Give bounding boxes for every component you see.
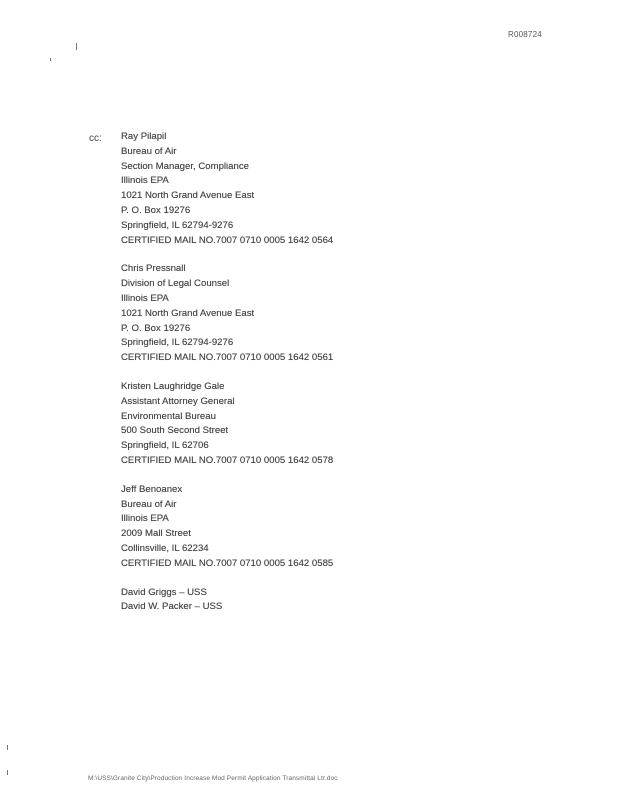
- recipient-line: Assistant Attorney General: [121, 395, 235, 407]
- recipient-line: CERTIFIED MAIL NO.7007 0710 0005 1642 0564: [121, 234, 334, 246]
- recipient-line: CERTIFIED MAIL NO.7007 0710 0005 1642 0561: [121, 352, 334, 364]
- recipient-line: Illinois EPA: [121, 292, 169, 304]
- scan-speck: [50, 58, 51, 61]
- recipient-line: Jeff Benoanex: [121, 483, 183, 495]
- recipient-block: [121, 130, 541, 248]
- recipient-line: CERTIFIED MAIL NO.7007 0710 0005 1642 0585: [121, 557, 334, 569]
- recipient-line: Collinsville, IL 62234: [121, 542, 209, 554]
- recipient-line: Illinois EPA: [121, 175, 169, 187]
- recipient-line: Kristen Laughridge Gale: [121, 380, 225, 392]
- recipient-line: Illinois EPA: [121, 513, 169, 525]
- recipient-line: 1021 North Grand Avenue East: [121, 307, 255, 319]
- recipient-line: David W. Packer – USS: [121, 601, 223, 613]
- recipient-line: P. O. Box 19276: [121, 322, 191, 334]
- recipient-line: CERTIFIED MAIL NO.7007 0710 0005 1642 0578: [121, 454, 334, 466]
- file-path-footer: M:\USS\Granite City\Production Increase Mod Permit Application Transmittal Ltr.doc: [88, 775, 338, 782]
- scan-speck: [7, 745, 8, 750]
- recipient-block: [121, 586, 541, 616]
- recipient-line: Bureau of Air: [121, 498, 177, 510]
- recipient-line: Environmental Bureau: [121, 410, 216, 422]
- recipient-line: Springfield, IL 62794-9276: [121, 219, 234, 231]
- cc-label: cc:: [89, 133, 102, 144]
- recipient-line: Ray Pilapil: [121, 131, 167, 142]
- recipient-block: [121, 380, 541, 469]
- recipient-line: David Griggs – USS: [121, 586, 207, 598]
- recipient-line: 2009 Mall Street: [121, 528, 191, 540]
- bates-number: R008724: [508, 30, 542, 39]
- recipient-line: Bureau of Air: [121, 145, 177, 157]
- recipient-line: 500 South Second Street: [121, 425, 229, 437]
- scan-speck: [7, 770, 8, 775]
- recipient-line: Springfield, IL 62706: [121, 440, 209, 452]
- recipient-line: Section Manager, Compliance: [121, 160, 249, 172]
- recipient-block: [121, 483, 541, 572]
- recipient-line: Chris Pressnall: [121, 263, 186, 275]
- cc-recipient-list: [121, 130, 541, 629]
- recipient-block: [121, 262, 541, 366]
- recipient-line: Division of Legal Counsel: [121, 278, 230, 290]
- recipient-line: P. O. Box 19276: [121, 204, 191, 216]
- recipient-line: 1021 North Grand Avenue East: [121, 190, 255, 202]
- recipient-line: Springfield, IL 62794-9276: [121, 337, 234, 349]
- scan-speck: [76, 43, 77, 50]
